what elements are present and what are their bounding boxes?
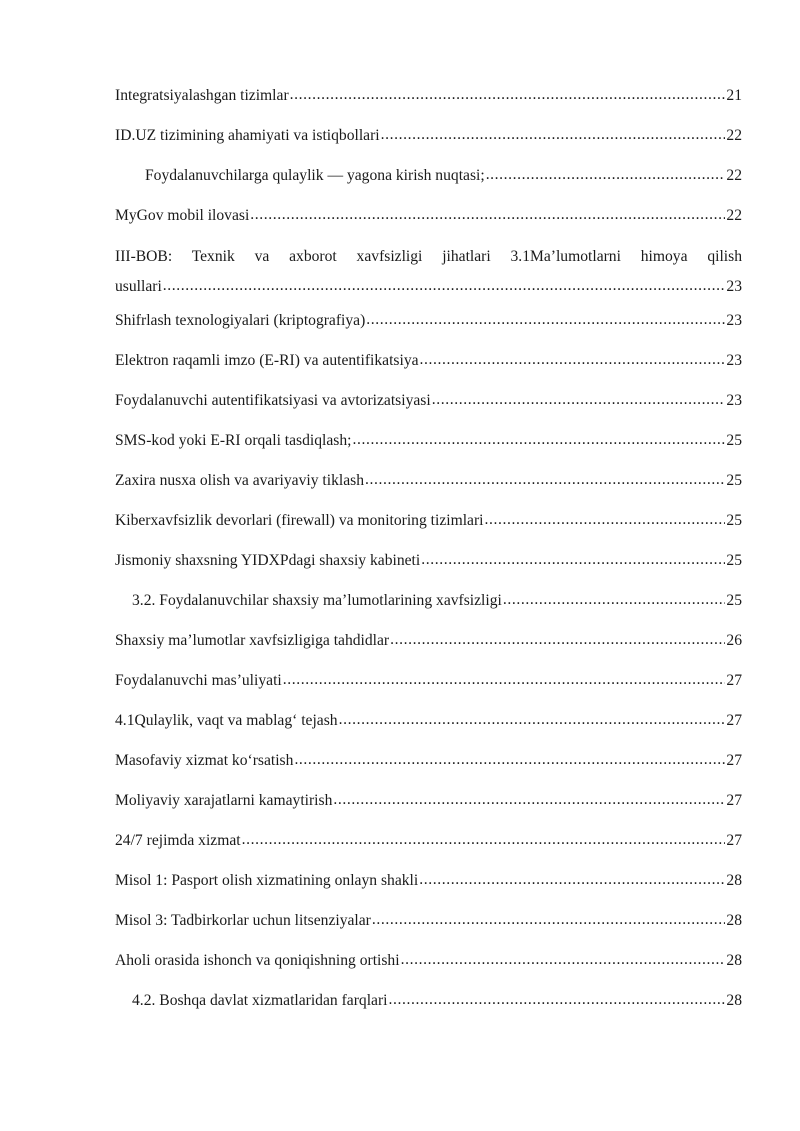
toc-dot-leader xyxy=(432,386,726,414)
toc-page-number: 25 xyxy=(726,472,742,489)
toc-entry-title-line1: III-BOB: Texnik va axborot xavfsizligi jihatlari 3.1Ma’lumotlarni himoya qilish xyxy=(115,248,742,265)
toc-entry[interactable] xyxy=(115,162,742,202)
toc-entry[interactable] xyxy=(115,467,742,507)
toc-dot-leader xyxy=(333,786,725,814)
toc-dot-leader xyxy=(420,346,726,374)
toc-entry-title: Misol 3: Tadbirkorlar uchun litsenziyalar xyxy=(115,912,371,929)
toc-dot-leader xyxy=(388,986,725,1014)
toc-entry-title: Zaxira nusxa olish va avariyaviy tiklash xyxy=(115,472,364,489)
toc-entry-title: MyGov mobil ilovasi xyxy=(115,207,250,224)
toc-entry-title: Foydalanuvchi mas’uliyati xyxy=(115,672,282,689)
toc-dot-leader xyxy=(390,626,725,654)
toc-entry-title: Masofaviy xizmat ko‘rsatish xyxy=(115,752,294,769)
toc-entry[interactable] xyxy=(115,347,742,387)
toc-entry-title: 3.2. Foydalanuvchilar shaxsiy ma’lumotlarining xavfsizligi xyxy=(132,592,502,609)
toc-dot-leader xyxy=(242,826,726,854)
toc-page-number: 23 xyxy=(726,392,742,409)
toc-dot-leader xyxy=(486,161,726,189)
toc-entry-title: Shaxsiy ma’lumotlar xavfsizligiga tahdidlar xyxy=(115,632,390,649)
toc-page-number: 25 xyxy=(726,512,742,529)
toc-dot-leader xyxy=(250,201,725,229)
toc-entry[interactable] xyxy=(115,202,742,242)
toc-dot-leader xyxy=(401,946,726,974)
toc-entry-title: Shifrlash texnologiyalari (kriptografiya) xyxy=(115,312,366,329)
toc-entry[interactable] xyxy=(115,667,742,707)
toc-entry[interactable] xyxy=(115,707,742,747)
toc-dot-leader xyxy=(485,506,726,534)
toc-dot-leader xyxy=(294,746,725,774)
toc-dot-leader xyxy=(283,666,726,694)
toc-page-number: 25 xyxy=(726,552,742,569)
toc-entry[interactable] xyxy=(115,547,742,587)
toc-dot-leader xyxy=(365,466,725,494)
toc-page-number: 25 xyxy=(726,432,742,449)
table-of-contents xyxy=(115,82,742,1027)
toc-page-number: 23 xyxy=(726,278,742,295)
toc-page-number: 27 xyxy=(726,672,742,689)
toc-page-number: 21 xyxy=(726,87,742,104)
toc-dot-leader xyxy=(419,866,725,894)
toc-page-number: 22 xyxy=(726,207,742,224)
toc-page-number: 28 xyxy=(726,952,742,969)
toc-dot-leader xyxy=(339,706,726,734)
toc-entry[interactable] xyxy=(115,627,742,667)
toc-entry-title: ID.UZ tizimining ahamiyati va istiqbollari xyxy=(115,127,380,144)
toc-entry[interactable] xyxy=(115,947,742,987)
toc-entry-title: 4.2. Boshqa davlat xizmatlaridan farqlari xyxy=(132,992,388,1009)
toc-entry-title: 4.1Qulaylik, vaqt va mablag‘ tejash xyxy=(115,712,338,729)
toc-dot-leader xyxy=(381,121,726,149)
toc-page-number: 26 xyxy=(726,632,742,649)
toc-entry-title-line2: usullari xyxy=(115,278,162,295)
toc-entry[interactable] xyxy=(115,307,742,347)
toc-entry[interactable] xyxy=(115,427,742,467)
toc-entry[interactable] xyxy=(115,387,742,427)
toc-dot-leader xyxy=(366,306,725,334)
toc-entry-title: Integratsiyalashgan tizimlar xyxy=(115,87,289,104)
toc-entry[interactable] xyxy=(115,122,742,162)
toc-entry[interactable] xyxy=(115,507,742,547)
toc-page-number: 28 xyxy=(726,872,742,889)
toc-page-number: 23 xyxy=(726,312,742,329)
toc-dot-leader xyxy=(421,546,725,574)
toc-page-number: 28 xyxy=(726,992,742,1009)
toc-page-number: 27 xyxy=(726,792,742,809)
toc-entry-title: 24/7 rejimda xizmat xyxy=(115,832,241,849)
toc-entry[interactable] xyxy=(115,82,742,122)
toc-entry[interactable] xyxy=(115,907,742,947)
toc-dot-leader xyxy=(353,426,726,454)
toc-entry[interactable] xyxy=(115,747,742,787)
toc-entry-title: Foydalanuvchilarga qulaylik — yagona kirish nuqtasi; xyxy=(145,167,485,184)
toc-page-number: 25 xyxy=(726,592,742,609)
toc-entry[interactable] xyxy=(115,867,742,907)
toc-dot-leader xyxy=(290,81,726,109)
toc-entry-title: Aholi orasida ishonch va qoniqishning ortishi xyxy=(115,952,400,969)
toc-page-number: 27 xyxy=(726,712,742,729)
toc-page-number: 27 xyxy=(726,752,742,769)
toc-entry[interactable] xyxy=(115,587,742,627)
toc-entry[interactable] xyxy=(115,787,742,827)
toc-page-number: 23 xyxy=(726,352,742,369)
toc-page-number: 27 xyxy=(726,832,742,849)
toc-dot-leader xyxy=(372,906,726,934)
toc-entry-title: Elektron raqamli imzo (E-RI) va autentifikatsiya xyxy=(115,352,419,369)
toc-page-number: 28 xyxy=(726,912,742,929)
toc-entry-title: SMS-kod yoki E-RI orqali tasdiqlash; xyxy=(115,432,352,449)
toc-page-number: 22 xyxy=(726,167,742,184)
toc-entry-title: Misol 1: Pasport olish xizmatining onlayn shakli xyxy=(115,872,419,889)
toc-entry-title: Moliyaviy xarajatlarni kamaytirish xyxy=(115,792,333,809)
toc-entry-title: Kiberxavfsizlik devorlari (firewall) va monitoring tizimlari xyxy=(115,512,484,529)
toc-entry[interactable] xyxy=(115,827,742,867)
toc-entry[interactable] xyxy=(115,987,742,1027)
toc-dot-leader xyxy=(163,271,726,301)
toc-entry-multiline[interactable] xyxy=(115,242,742,302)
toc-dot-leader xyxy=(503,586,726,614)
toc-entry-title: Jismoniy shaxsning YIDXPdagi shaxsiy kabineti xyxy=(115,552,421,569)
toc-entry-title: Foydalanuvchi autentifikatsiyasi va avtorizatsiyasi xyxy=(115,392,431,409)
toc-page-number: 22 xyxy=(726,127,742,144)
